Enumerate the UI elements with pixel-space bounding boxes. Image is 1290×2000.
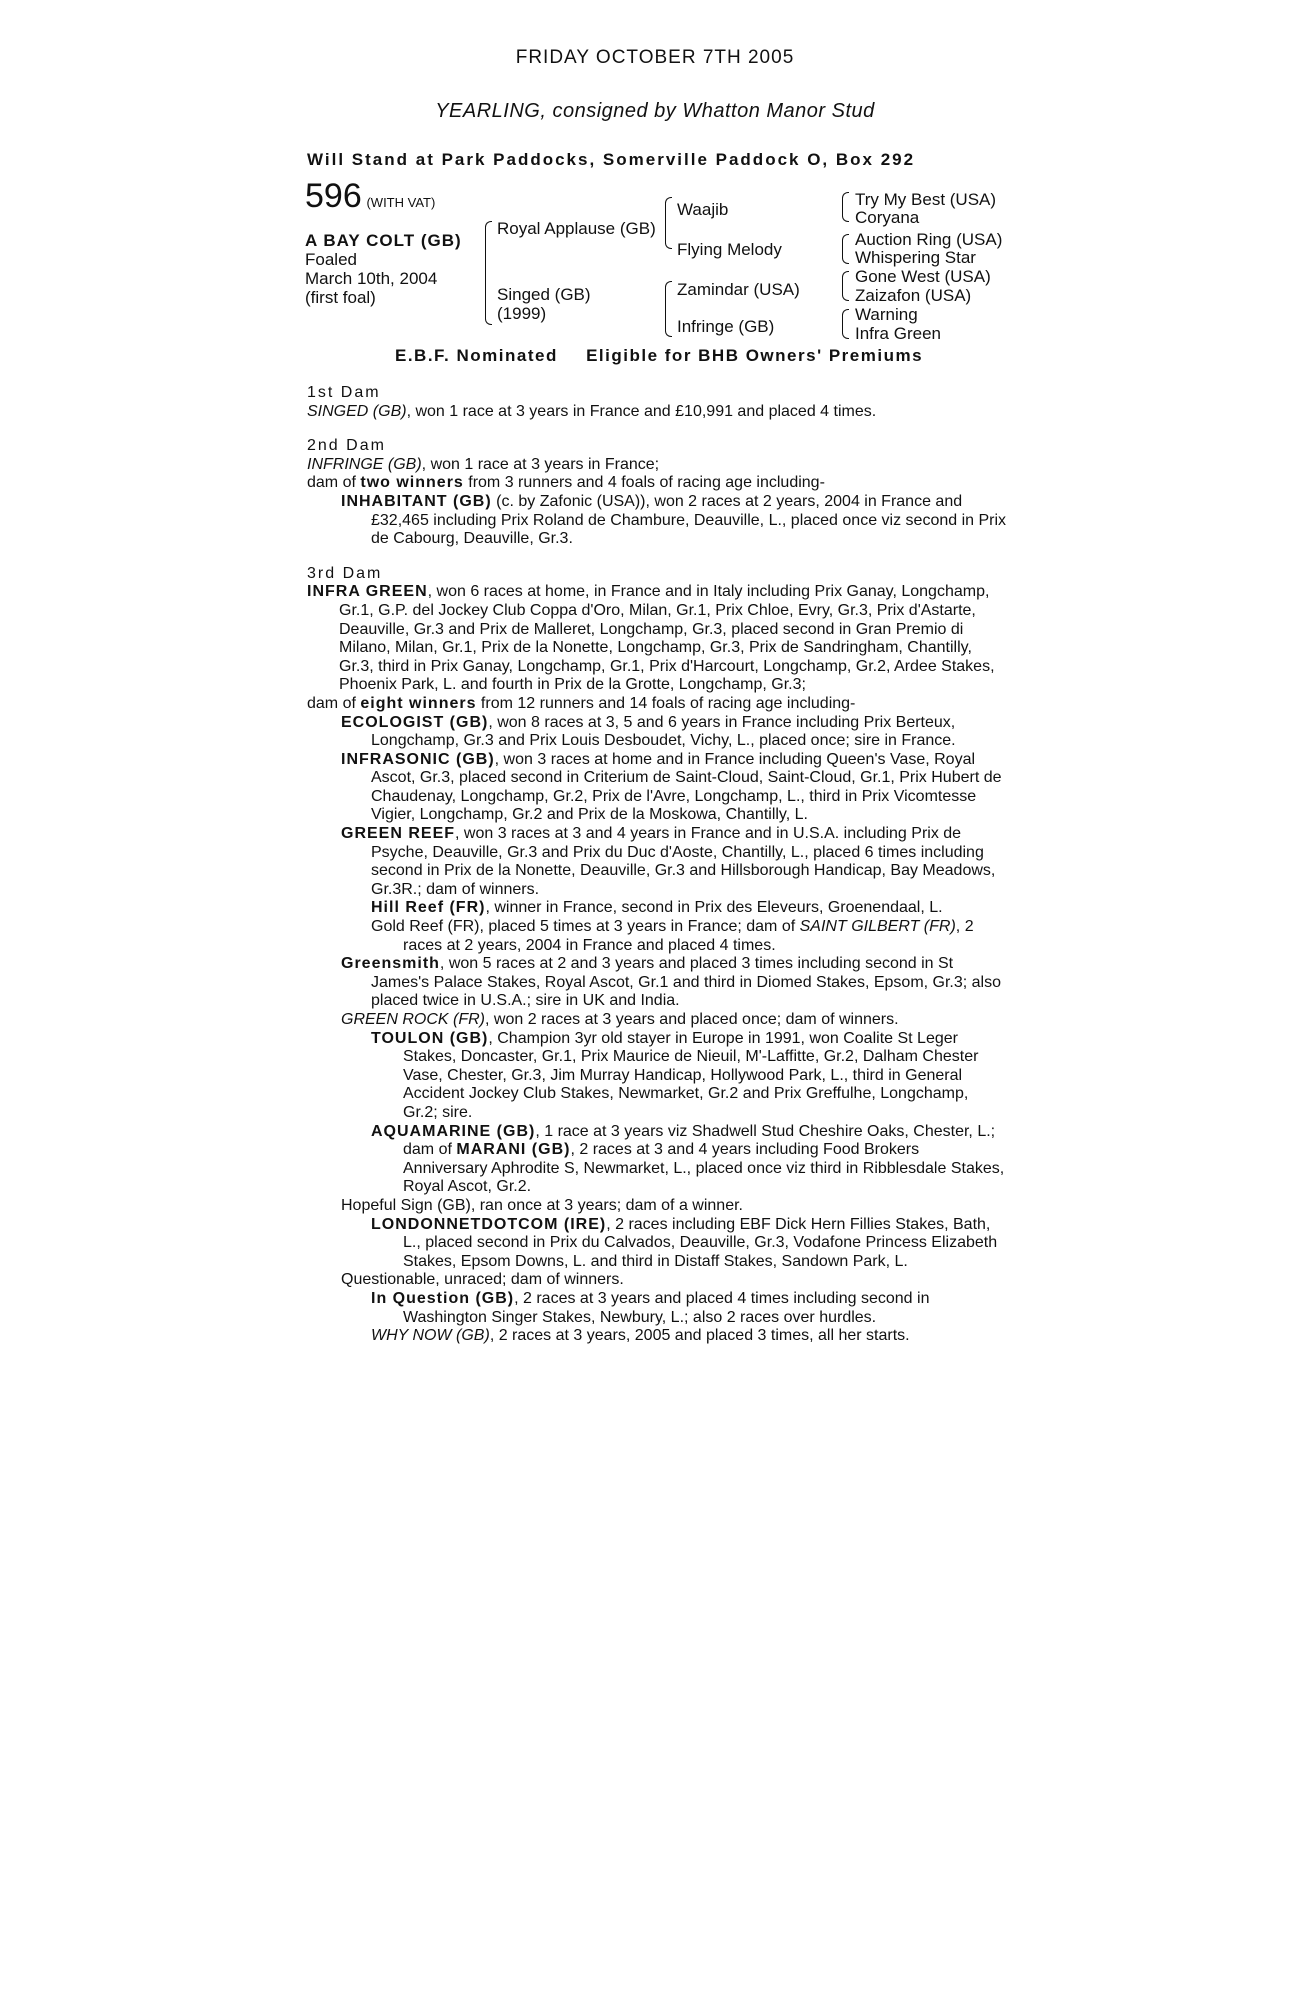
foaled-date: March 10th, 2004 [305,269,438,288]
sale-date: FRIDAY OCTOBER 7TH 2005 [515,47,795,68]
dam-brace [665,281,672,337]
progeny-questionable: Questionable, unraced; dam of winners. [341,1271,624,1289]
grand-1: Try My Best (USA) [855,190,997,209]
first-dam-title: 1st Dam [307,384,381,401]
progeny-infrasonic: INFRASONIC (GB), won 3 races at home and in France including Queen's Vase, Royal Ascot, Gr.3, placed second in Criterium de Saint-Cloud, Saint-Cloud, Gr.1, Prix Hubert de Chaudenay, Longchamp, Gr.2, Prix de l'Avre, Longchamp, L., third in Prix Vicomtesse Vigier, Longchamp, Gr.2 and Prix de la Moskowa, Chantilly, L. [341,750,1002,824]
dam-dam: Infringe (GB) [677,317,775,336]
vat-note: (WITH VAT) [366,195,436,210]
grand-4: Whispering Star [855,248,976,267]
progeny-toulon: TOULON (GB), Champion 3yr old stayer in Europe in 1991, won Coalite St Leger Stakes, Doncaster, Gr.1, Prix Maurice de Nieuil, M'-Laffitte, Gr.2, Dalham Chester Vase, Chester, Gr.3, Jim Murray Handicap, Hollywood Park, L., third in General Accident Jockey Club Stakes, Newmarket, Gr.2 and Prix Greffulhe, Longchamp, Gr.2; sire. [371,1029,979,1121]
lot-name: A BAY COLT (GB) [305,231,462,250]
foaled-label: Foaled [305,250,357,269]
third-dam-produce: dam of eight winners from 12 runners and 14 foals of racing age including- [307,694,856,712]
progeny-why-now: WHY NOW (GB), 2 races at 3 years, 2005 and placed 3 times, all her starts. [371,1327,910,1345]
sire-dam: Flying Melody [677,240,782,259]
progeny-hopeful-sign: Hopeful Sign (GB), ran once at 3 years; dam of a winner. [341,1196,743,1214]
bhb-premiums: Eligible for BHB Owners' Premiums [586,346,924,365]
sire: Royal Applause (GB) [497,219,656,238]
progeny-green-rock: GREEN ROCK (FR), won 2 races at 3 years and placed once; dam of winners. [341,1011,899,1028]
grand-7: Warning [855,305,918,324]
parents-brace [485,221,492,325]
dam-year: (1999) [497,304,547,323]
grand-5: Gone West (USA) [855,267,991,286]
second-dam-produce: dam of two winners from 3 runners and 4 foals of racing age including- [307,474,825,492]
second-dam-section [307,437,1007,549]
sire-brace [665,197,672,249]
stand-location: Will Stand at Park Paddocks, Somerville Paddock O, Box 292 [307,150,916,169]
second-dam-entry: INFRINGE (GB), won 1 race at 3 years in France; [307,455,660,473]
grand-6: Zaizafon (USA) [855,286,972,305]
progeny-ecologist: ECOLOGIST (GB), won 8 races at 3, 5 and 6 years in France including Prix Berteux, Longchamp, Gr.3 and Prix Louis Desboudet, Vichy, L., placed once; sire in France. [341,713,956,750]
first-dam-entry: SINGED (GB), won 1 race at 3 years in France and £10,991 and placed 4 times. [307,402,877,420]
second-dam-title: 2nd Dam [307,437,386,455]
grand-8: Infra Green [855,324,941,343]
progeny-in-question: In Question (GB), 2 races at 3 years and placed 4 times including second in Washington Singer Stakes, Newbury, L.; also 2 races over hurdles. [371,1289,930,1326]
g-brace-1 [842,192,849,222]
first-dam-section [307,384,1007,421]
third-dam-entry: INFRA GREEN, won 6 races at home, in France and in Italy including Prix Ganay, Longchamp, Gr.1, G.P. del Jockey Club Coppa d'Oro, Milan, Gr.1, Prix Chloe, Evry, Gr.3, Prix d'Astarte, Deauville, Gr.3 and Prix de Malleret, Longchamp, Gr.3, placed second in Gran Premio di Milano, Milan, Gr.1, Prix de la Nonette, Longchamp, Gr.3, Prix de Sandringham, Chantilly, Gr.3, third in Prix Ganay, Longchamp, Gr.1, Prix d'Harcourt, Longchamp, Gr.2, Ardee Stakes, Phoenix Park, L. and fourth in Prix de la Grotte, Longchamp, Gr.3; [307,583,995,694]
lot-number: 596 [305,177,362,215]
progeny-aquamarine: AQUAMARINE (GB), 1 race at 3 years viz Shadwell Stud Cheshire Oaks, Chester, L.; dam of MARANI (GB), 2 races at 3 and 4 years including Food Brokers Anniversary Aphrodite S, Newmarket, L., placed once viz third in Ribblesdale Stakes, Royal Ascot, Gr.2. [371,1122,1005,1196]
g-brace-3 [842,271,849,301]
pedigree-table [305,177,1005,355]
g-brace-4 [842,309,849,339]
lot-number-line [305,177,436,215]
progeny-londonnetdotcom: LONDONNETDOTCOM (IRE), 2 races including EBF Dick Hern Fillies Stakes, Bath, L., placed second in Prix du Calvados, Deauville, Gr.3, Vodafone Princess Elizabeth Stakes, Epsom Downs, L. and third in Distaff Stakes, Sandown Park, L. [371,1215,998,1270]
grand-3: Auction Ring (USA) [855,230,1003,249]
ebf-nominated: E.B.F. Nominated [395,346,558,365]
third-dam-title: 3rd Dam [307,564,383,582]
progeny-gold-reef: Gold Reef (FR), placed 5 times at 3 years in France; dam of SAINT GILBERT (FR), 2 races at 2 years, 2004 in France and placed 4 times. [371,918,974,954]
g-brace-2 [842,234,849,264]
grand-2: Coryana [855,208,920,227]
progeny-inhabitant: INHABITANT (GB) (c. by Zafonic (USA)), won 2 races at 2 years, 2004 in France and £32,465 including Prix Roland de Chambure, Deauville, L., placed once viz second in Prix de Cabourg, Deauville, Gr.3. [341,492,1007,548]
pedigree-notes [307,384,1007,1362]
progeny-greensmith: Greensmith, won 5 races at 2 and 3 years and placed 3 times including second in St James's Palace Stakes, Royal Ascot, Gr.1 and third in Diomed Stakes, Epsom, Gr.3; also placed twice in U.S.A.; sire in UK and India. [341,955,1002,1010]
third-dam-section [307,565,1007,1346]
sire-sire: Waajib [677,200,729,219]
foal-note: (first foal) [305,288,376,307]
eligibility-line [395,346,945,365]
progeny-hill-reef: Hill Reef (FR), winner in France, second in Prix des Eleveurs, Groenendaal, L. [371,899,943,917]
dam-sire: Zamindar (USA) [677,280,800,299]
progeny-green-reef: GREEN REEF, won 3 races at 3 and 4 years in France and in U.S.A. including Prix de Psyche, Deauville, Gr.3 and Prix du Duc d'Aoste, Chantilly, L., placed 6 times including second in Prix de la Nonette, Deauville, Gr.3 and Hillsborough Handicap, Bay Meadows, Gr.3R.; dam of winners. [341,825,996,898]
consignor-line: YEARLING, consigned by Whatton Manor Stud [435,100,875,122]
dam: Singed (GB) [497,285,591,304]
